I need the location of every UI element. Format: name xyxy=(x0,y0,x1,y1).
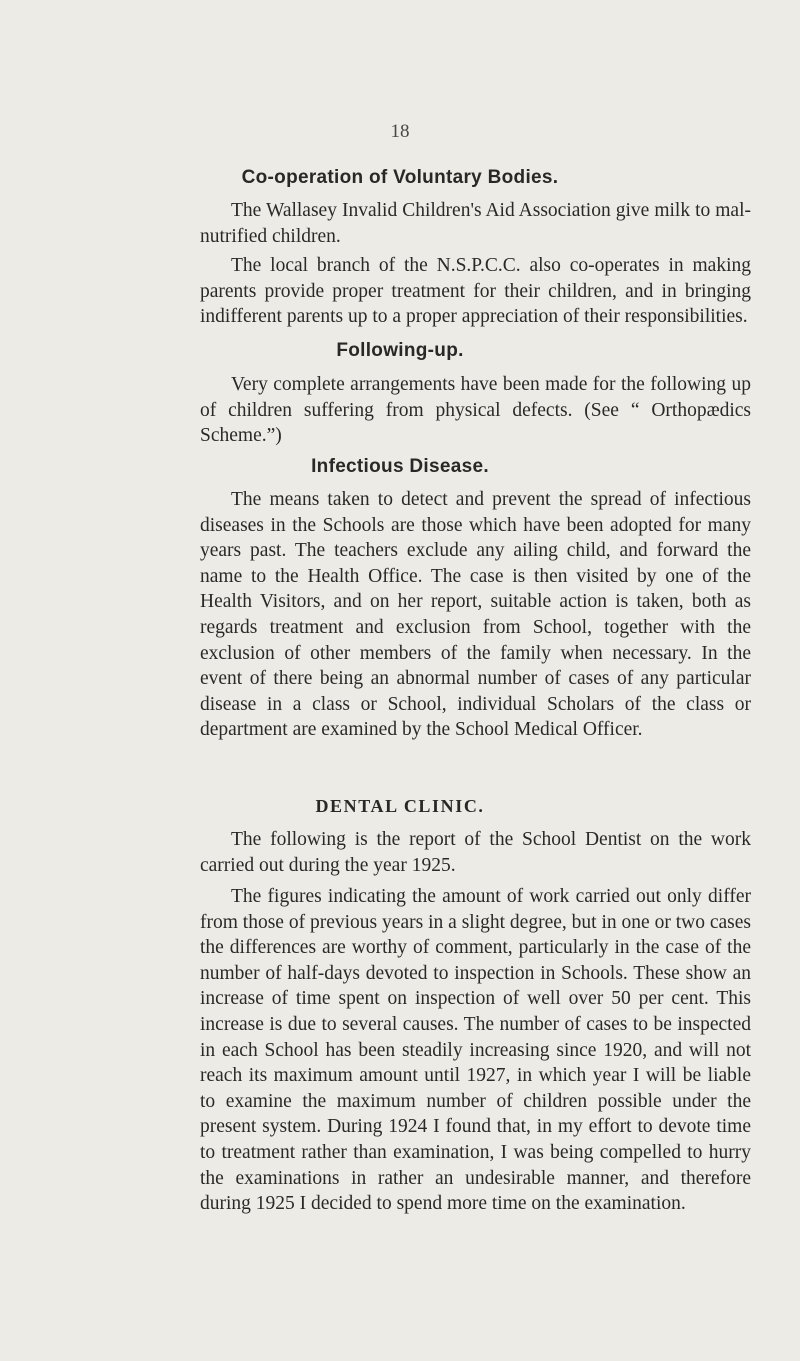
heading-infectious-disease: Infectious Disease. xyxy=(311,456,489,477)
paragraph-infectious-disease xyxy=(200,487,751,743)
paragraph-dental-1 xyxy=(200,827,751,878)
heading-cooperation: Co-operation of Voluntary Bodies. xyxy=(241,167,559,188)
paragraph-text: The local branch of the N.S.P.C.C. also co-operates in making parents provide proper treatment for their children, and in bringing indifferent parents up to a proper appreciation of their responsibilities. xyxy=(200,255,751,328)
paragraph-cooperation-2 xyxy=(200,253,751,330)
paragraph-cooperation-1 xyxy=(200,198,751,249)
paragraph-text: The means taken to detect and prevent the spread of infectious diseases in the Schools are those which have been adopted for many years past. The teachers exclude any ailing child, and forward the name to the Health Office. The case is then visited by one of the Health Visitors, and on her report, suitable action is taken, both as regards treatment and exclusion from School, together with the exclusion of other members of the family when necessary. In the event of there being an abnormal number of cases of any particular disease in a class or School, individual Scholars of the class or department are examined by the School Medical Officer. xyxy=(200,489,751,741)
page-number: 18 xyxy=(390,121,410,142)
paragraph-dental-2 xyxy=(200,884,751,1217)
paragraph-text: Very complete arrangements have been made for the following up of children suffering from physical defects. (See “ Orthopædics Scheme.”) xyxy=(200,374,751,447)
paragraph-text: The figures indicating the amount of work carried out only differ from those of previous years in a slight degree, but in one or two cases the differences are worthy of comment, particularly in the case of the number of half-days devoted to inspection in Schools. These show an increase of time spent on inspection of well over 50 per cent. This increase is due to several causes. The number of cases to be inspected in each School has been steadily increasing since 1920, and will not reach its maximum amount until 1927, in which year I will be liable to examine the maximum number of children possible under the present system. During 1924 I found that, in my effort to devote time to treatment rather than examination, I was being compelled to hurry the examinations in rather an undesirable manner, and therefore during 1925 I decided to spend more time on the examination. xyxy=(200,886,751,1215)
paragraph-following-up xyxy=(200,372,751,449)
paragraph-text: The following is the report of the School Dentist on the work carried out during the year 1925. xyxy=(200,829,751,876)
heading-following-up: Following-up. xyxy=(336,340,464,361)
paragraph-text: The Wallasey Invalid Children's Aid Association give milk to mal-nutrified children. xyxy=(200,200,751,247)
heading-dental-clinic: DENTAL CLINIC. xyxy=(315,796,485,816)
